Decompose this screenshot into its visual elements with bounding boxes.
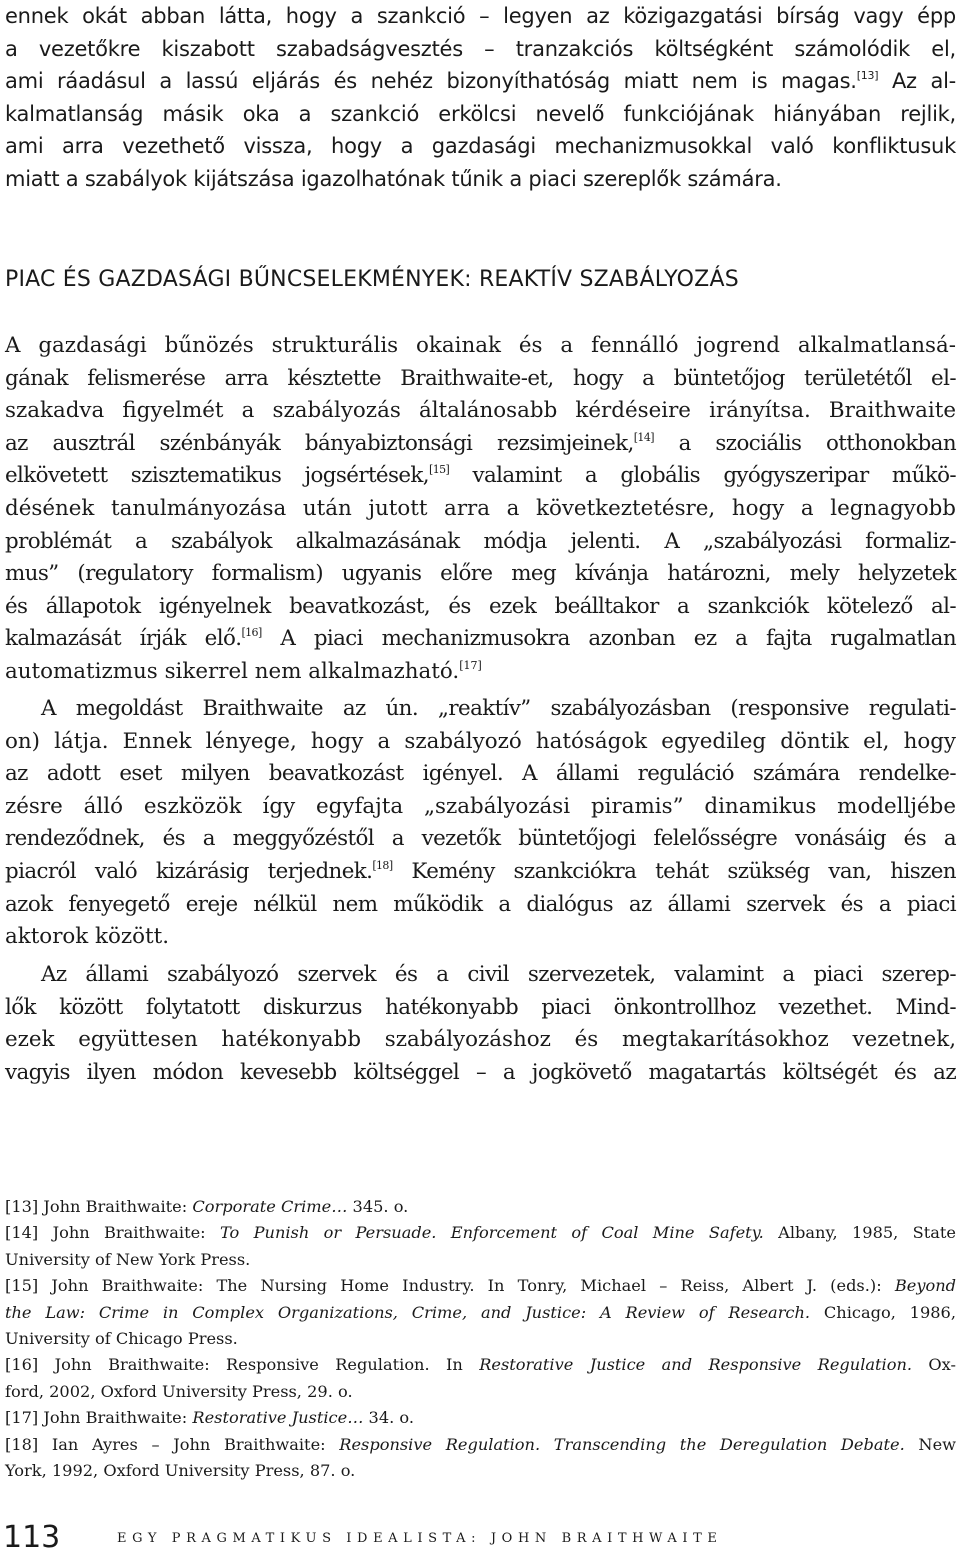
text-line: ennek okát abban látta, hogy a szankció – legyen az közigazgatási bírság vagy épp — [5, 4, 956, 28]
text-line — [5, 856, 956, 889]
text-line — [5, 460, 956, 493]
text-line: aktorok között. — [5, 924, 170, 950]
text-span: piacról való kizárásig terjednek. — [5, 858, 373, 884]
text-span: ami ráadásul a lassú eljárás és nehéz bizonyíthatóság miatt nem is magas. — [5, 69, 857, 94]
text-span: Az al- — [891, 69, 956, 94]
page-number: 113 — [3, 1520, 61, 1555]
text-line: ezek együttesen hatékonyabb szabályozáshoz és megtakarításokhoz vezetnek, — [5, 1027, 956, 1053]
text-line: az adott eset milyen beavatkozást igényel. A állami reguláció számára rendelke- — [5, 761, 956, 787]
text-line: lők között folytatott diskurzus hatékonyabb piaci önkontrollhoz vezethet. Mind- — [5, 994, 956, 1020]
text-span: 345. o. — [347, 1197, 409, 1216]
text-line — [5, 656, 956, 689]
text-line: miatt a szabályok kijátszása igazolhatónak tűnik a piaci szereplők számára. — [5, 166, 782, 191]
footnote-ref: [14] — [633, 430, 654, 444]
text-span: To Punish or Persuade. Enforcement of Coal Mine Safety. — [220, 1223, 764, 1243]
footnotes — [5, 1194, 956, 1484]
text-span: Chicago, 1986, — [810, 1302, 956, 1322]
text-span: Restorative Justice… — [192, 1408, 364, 1428]
section-heading: PIAC ÉS GAZDASÁGI BŰNCSELEKMÉNYEK: REAKTÍV SZABÁLYOZÁS — [5, 267, 739, 292]
text-line: és állapotok igényelnek beavatkozást, és ezek beálltakor a szankciók kötelező al- — [5, 593, 956, 619]
footnote-14-cont: University of New York Press. — [5, 1249, 251, 1269]
intro-paragraph — [5, 0, 956, 196]
footnote-18 — [5, 1432, 956, 1458]
text-span: [16] John Braithwaite: Responsive Regulation. In — [5, 1355, 480, 1375]
footnote-17 — [5, 1405, 956, 1431]
text-span: Kemény szankciókra tehát szükség van, hiszen — [411, 858, 956, 884]
footnote-15-cont: University of Chicago Press. — [5, 1328, 238, 1348]
text-line: désének tanulmányozása után jutott arra a következtetésre, hogy a legnagyobb — [5, 495, 956, 521]
text-span: automatizmus sikerrel nem alkalmazható. — [5, 658, 460, 684]
text-line: szakadva figyelmét a szabályozás általánosabb kérdéseire irányítsa. Braithwaite — [5, 398, 956, 424]
text-line — [5, 65, 956, 98]
running-title: EGY PRAGMATIKUS IDEALISTA: JOHN BRAITHWAITE — [117, 1531, 723, 1546]
footnote-14 — [5, 1220, 956, 1246]
text-span: New — [904, 1434, 957, 1454]
footnote-13 — [5, 1194, 956, 1220]
text-span: Corporate Crime… — [192, 1197, 348, 1216]
text-span: valamint a globális gyógyszeripar műkö- — [472, 463, 957, 489]
text-line: vagyis ilyen módon kevesebb költséggel – a jogkövető magatartás költségét és az — [5, 1059, 956, 1085]
body-paragraph-3 — [5, 959, 956, 1089]
text-span: Ox- — [912, 1355, 956, 1375]
text-span: Restorative Justice and Responsive Regulation. — [479, 1355, 913, 1375]
text-span: [13] John Braithwaite: — [5, 1197, 193, 1216]
footnote-18-cont: York, 1992, Oxford University Press, 87. o. — [5, 1460, 356, 1480]
body-paragraph-1 — [5, 330, 956, 689]
text-span: [17] John Braithwaite: — [5, 1408, 193, 1428]
footnote-15 — [5, 1273, 956, 1299]
text-span: the Law: Crime in Complex Organizations, Crime, and Justice: A Review of Research. — [5, 1302, 811, 1322]
text-span: [15] John Braithwaite: The Nursing Home Industry. In Tonry, Michael – Reiss, Albert J. (eds.): — [5, 1276, 895, 1296]
text-span: kalmazását írják elő. — [5, 626, 242, 652]
footnote-16-cont: ford, 2002, Oxford University Press, 29. o. — [5, 1381, 353, 1401]
footnote-ref: [13] — [856, 69, 879, 83]
text-span: az ausztrál szénbányák bányabiztonsági rezsimjeinek, — [5, 430, 634, 456]
text-line: on) látja. Ennek lényege, hogy a szabályozó hatóságok egyedileg döntik el, hogy — [5, 728, 956, 754]
footnote-ref: [16] — [241, 626, 262, 640]
footnote-15-cont — [5, 1300, 956, 1326]
text-span: a szociális otthonokban — [678, 430, 956, 456]
text-line: zésre álló eszközök így egyfajta „szabályozási piramis” dinamikus modelljébe — [5, 793, 956, 819]
text-span: [18] Ian Ayres – John Braithwaite: — [5, 1434, 340, 1454]
text-span: [14] John Braithwaite: — [5, 1223, 220, 1243]
footnote-16 — [5, 1352, 956, 1378]
footnote-ref: [15] — [429, 463, 450, 477]
text-line: ami arra vezethető vissza, hogy a gazdasági mechanizmusokkal való konfliktusuk — [5, 134, 956, 159]
body-paragraph-2 — [5, 693, 956, 954]
text-line: azok fenyegető ereje nélkül nem működik a dialógus az állami szervek és a piaci — [5, 891, 956, 917]
text-line — [5, 623, 956, 656]
text-span: Responsive Regulation. Transcending the Deregulation Debate. — [339, 1434, 905, 1454]
text-line: rendeződnek, és a meggyőzéstől a vezetők büntetőjogi felelősségre vonásáig és a — [5, 826, 956, 852]
footnote-ref: [18] — [372, 858, 393, 872]
text-line: kalmatlanság másik oka a szankció erkölcsi nevelő funkciójának hiányában rejlik, — [5, 101, 956, 126]
footnote-ref: [17] — [459, 658, 482, 672]
text-span: Beyond — [894, 1276, 956, 1296]
text-span: Albany, 1985, State — [763, 1223, 957, 1243]
text-line: a vezetőkre kiszabott szabadságvesztés – tranzakciós költségként számolódik el, — [5, 36, 956, 61]
text-line: gának felismerése arra késztette Braithwaite-et, hogy a büntetőjog területétől el- — [5, 365, 956, 391]
text-line: problémát a szabályok alkalmazásának módja jelenti. A „szabályozási formaliz- — [5, 528, 956, 554]
text-span: A piaci mechanizmusokra azonban ez a fajta rugalmatlan — [280, 626, 956, 652]
text-line: A megoldást Braithwaite az ún. „reaktív” szabályozásban (responsive regulati- — [41, 696, 956, 721]
text-span: 34. o. — [363, 1408, 415, 1428]
text-line — [5, 428, 956, 461]
text-span: elkövetett szisztematikus jogsértések, — [5, 463, 429, 489]
text-line: Az állami szabályozó szervek és a civil szervezetek, valamint a piaci szerep- — [41, 962, 956, 987]
text-line: A gazdasági bűnözés strukturális okainak és a fennálló jogrend alkalmatlansá- — [5, 333, 956, 358]
text-line: mus” (regulatory formalism) ugyanis előre meg kívánja határozni, mely helyzetek — [5, 561, 956, 587]
